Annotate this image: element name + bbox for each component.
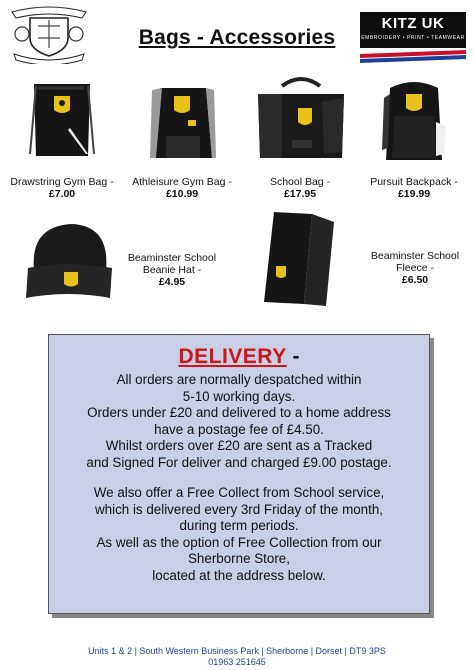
delivery-line: All orders are normally despatched within: [116, 372, 362, 387]
product-fleece[interactable]: [244, 208, 470, 308]
school-bag-label: [244, 176, 356, 200]
footer-address: Units 1 & 2 | South Western Business Park | Sherborne | Dorset | DT9 3PS: [88, 646, 386, 656]
delivery-line: which is delivered every 3rd Friday of the month,: [94, 501, 384, 517]
delivery-line: We also offer a Free Collect from School service,: [93, 485, 385, 500]
school-bag-image: [252, 72, 350, 162]
product-price: £4.95: [158, 276, 186, 288]
drawstring-gym-bag-label: [4, 176, 120, 200]
pursuit-backpack-label: [358, 176, 470, 200]
beanie-hat-label: [122, 252, 222, 288]
footer-phone: 01963 251645: [208, 657, 266, 667]
product-name: Beaminster School Beanie Hat -: [127, 252, 217, 276]
drawstring-gym-bag-image: [28, 80, 96, 160]
athleisure-gym-bag-image: [148, 82, 218, 162]
delivery-title: DELIVERY: [178, 345, 287, 368]
product-name: Pursuit Backpack -: [370, 176, 458, 188]
product-beanie-hat[interactable]: [14, 214, 242, 304]
product-drawstring-gym-bag[interactable]: [4, 78, 120, 202]
brand-stripes-graphic: [360, 50, 466, 64]
kitz-uk-logo: [360, 12, 466, 62]
brand-tagline: EMBROIDERY • PRINT • TEAMWEAR: [361, 35, 465, 41]
pursuit-backpack-image: [376, 78, 452, 164]
product-name: Athleisure Gym Bag -: [132, 176, 232, 188]
delivery-line: during term periods.: [179, 518, 299, 533]
product-price: £10.99: [165, 188, 199, 200]
product-price: £19.99: [397, 188, 431, 200]
athleisure-gym-bag-label: [122, 176, 242, 200]
delivery-paragraph-collection: [49, 485, 429, 584]
fleece-scarf-image: [250, 208, 346, 308]
footer: [0, 646, 474, 668]
delivery-info-box: [48, 334, 430, 614]
delivery-line: 5-10 working days.: [182, 388, 296, 404]
product-school-bag[interactable]: [244, 72, 356, 202]
brand-name: KITZ UK: [381, 15, 445, 32]
product-name: School Bag -: [269, 176, 331, 188]
product-price: £7.00: [48, 188, 76, 200]
product-price: £6.50: [401, 274, 429, 286]
delivery-line: Orders under £20 and delivered to a home address: [87, 405, 391, 420]
delivery-line: Sherborne Store,: [188, 551, 290, 566]
delivery-line: and Signed For deliver and charged £9.00 postage.: [86, 454, 392, 470]
product-price: £17.95: [283, 188, 317, 200]
product-athleisure-gym-bag[interactable]: [122, 78, 242, 202]
delivery-line: As well as the option of Free Collection from our: [96, 534, 382, 550]
delivery-line: have a postage fee of £4.50.: [154, 421, 324, 437]
delivery-paragraph-despatch: [49, 372, 429, 471]
product-pursuit-backpack[interactable]: [358, 78, 470, 202]
delivery-line: located at the address below.: [152, 567, 326, 583]
delivery-line: Whilst orders over £20 are sent as a Tracked: [105, 438, 373, 453]
fleece-label: [360, 250, 470, 286]
delivery-heading: [49, 345, 429, 369]
page-title: Bags - Accessories: [138, 26, 336, 49]
delivery-title-dash: -: [292, 345, 300, 368]
product-name: Drawstring Gym Bag -: [10, 176, 114, 188]
beanie-hat-image: [20, 218, 116, 302]
product-name: Beaminster School Fleece -: [370, 250, 460, 274]
